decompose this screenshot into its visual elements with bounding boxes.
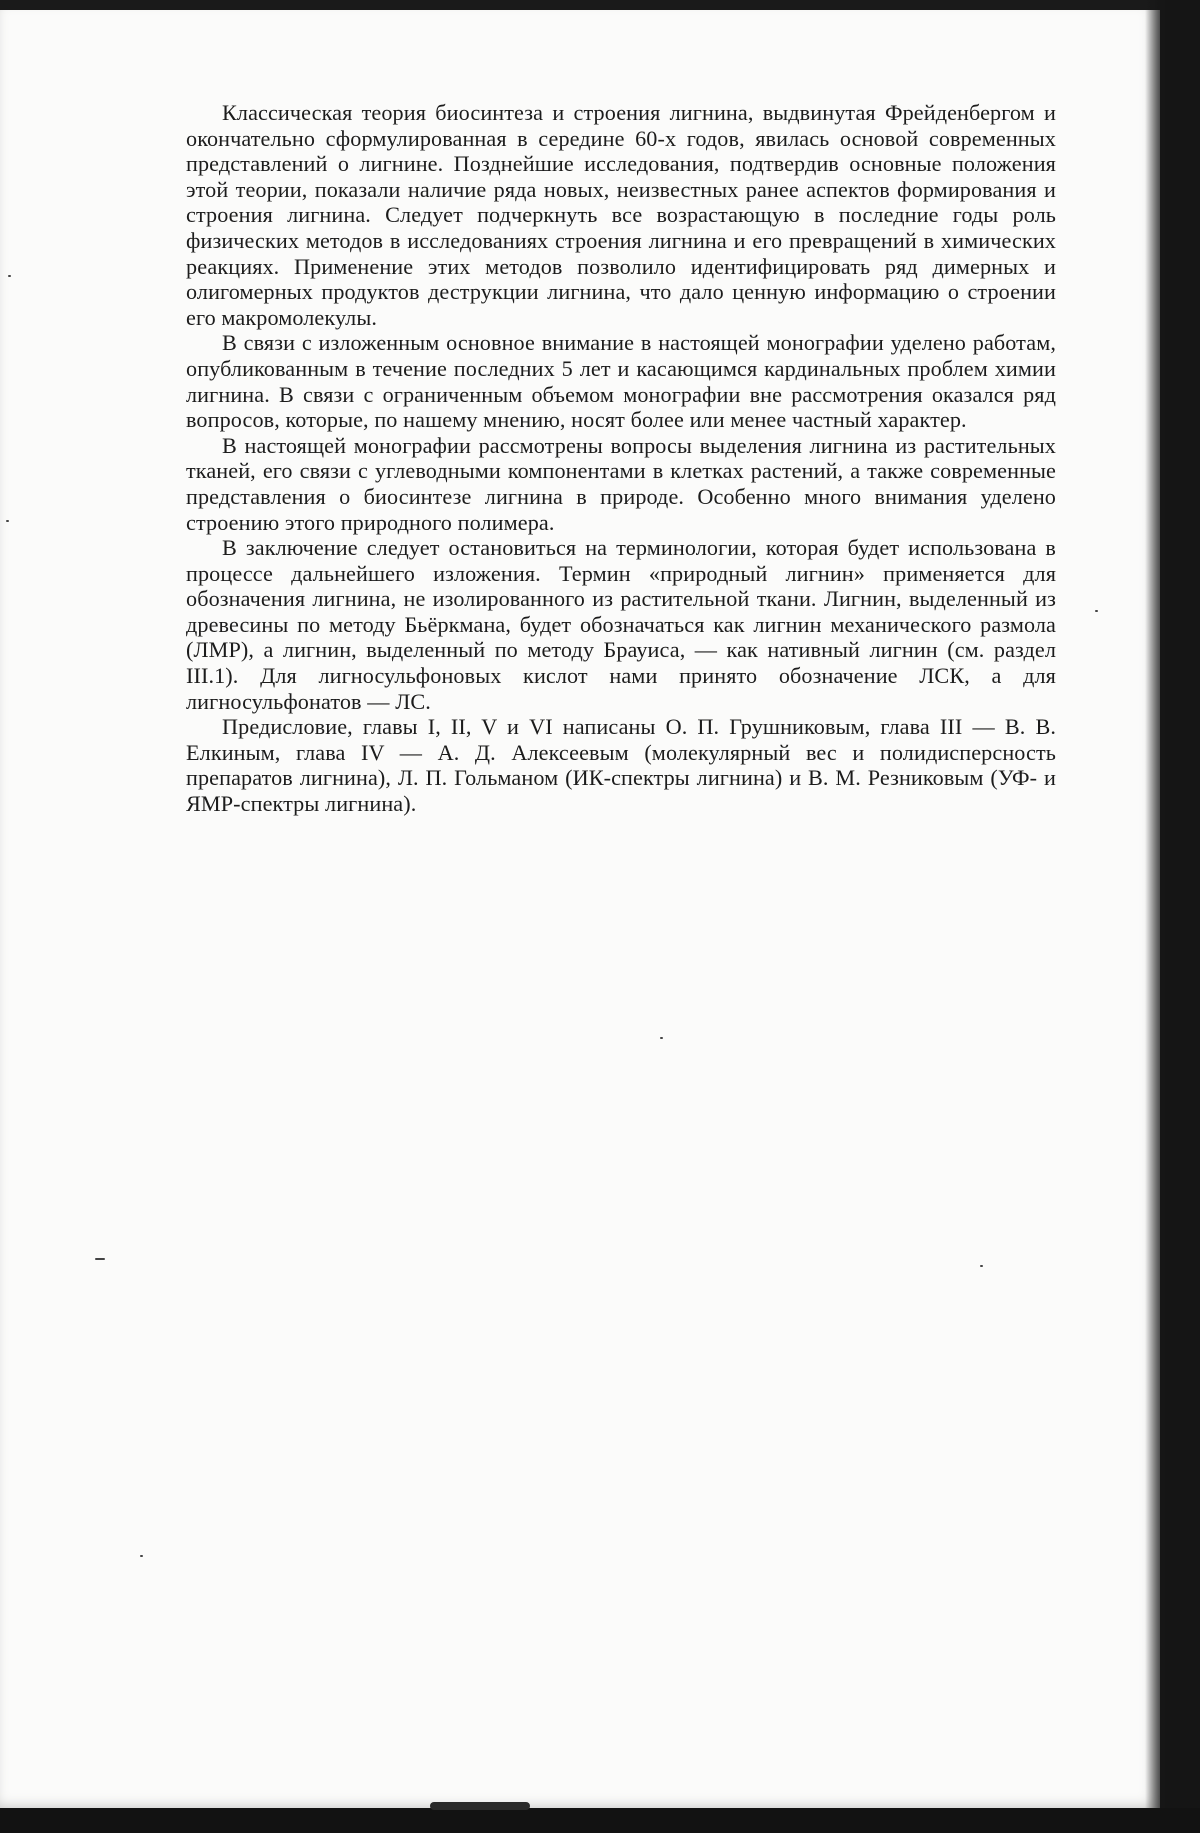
scan-speck [6,520,9,522]
paragraph-4: В заключение следует остановиться на терминологии, которая будет использована в процессе дальнейшего изложения. Термин «природный лигнин» применяется для обозначения лигнина, не изолированного из растительной ткани. Лигнин, выделенный из древесины по методу Бьёркмана, будет обозначаться как лигнин механического размола (ЛМР), а лигнин, выделенный по методу Брауиса, — как нативный лигнин (см. раздел III.1). Для лигносульфоновых кислот нами принято обозначение ЛСК, а для лигносульфонатов — ЛС. [186,535,1056,714]
paragraph-5: Предисловие, главы I, II, V и VI написаны О. П. Грушниковым, глава III — В. В. Елкиным, глава IV — А. Д. Алексеевым (молекулярный вес и полидисперсность препаратов лигнина), Л. П. Гольманом (ИК-спектры лигнина) и В. М. Резниковым (УФ- и ЯМР-спектры лигнина). [186,714,1056,817]
scan-speck [8,275,11,277]
scan-border-right [1145,0,1200,1833]
scan-speck [660,1037,663,1039]
scan-speck [140,1555,143,1557]
paragraph-1: Классическая теория биосинтеза и строения лигнина, выдвинутая Фрейденбергом и окончательно сформулированная в середине 60-х годов, явилась основой современных представлений о лигнине. Позднейшие исследования, подтвердив основные положения этой теории, показали наличие ряда новых, неизвестных ранее аспектов формирования и строения лигнина. Следует подчеркнуть все возрастающую в последние годы роль физических методов в исследованиях строения лигнина и его превращений в химических реакциях. Применение этих методов позволило идентифицировать ряд димерных и олигомерных продуктов деструкции лигнина, что дало ценную информацию о строении его макромолекулы. [186,100,1056,330]
preface-text [186,100,1056,817]
scan-speck [1095,610,1098,612]
scan-border-bottom [0,1808,1200,1833]
paragraph-2: В связи с изложенным основное внимание в настоящей монографии уделено работам, опубликованным в течение последних 5 лет и касающимся кардинальных проблем химии лигнина. В связи с ограниченным объемом монографии вне рассмотрения оказался ряд вопросов, которые, по нашему мнению, носят более или менее частный характер. [186,330,1056,433]
scan-speck [95,1258,105,1260]
scan-border-top [0,0,1200,10]
paragraph-3: В настоящей монографии рассмотрены вопросы выделения лигнина из растительных тканей, его связи с углеводными компонентами в клетках растений, а также современные представления о биосинтезе лигнина в природе. Особенно много внимания уделено строению этого природного полимера. [186,432,1056,535]
scan-speck [980,1265,983,1267]
scan-smudge [430,1802,530,1810]
